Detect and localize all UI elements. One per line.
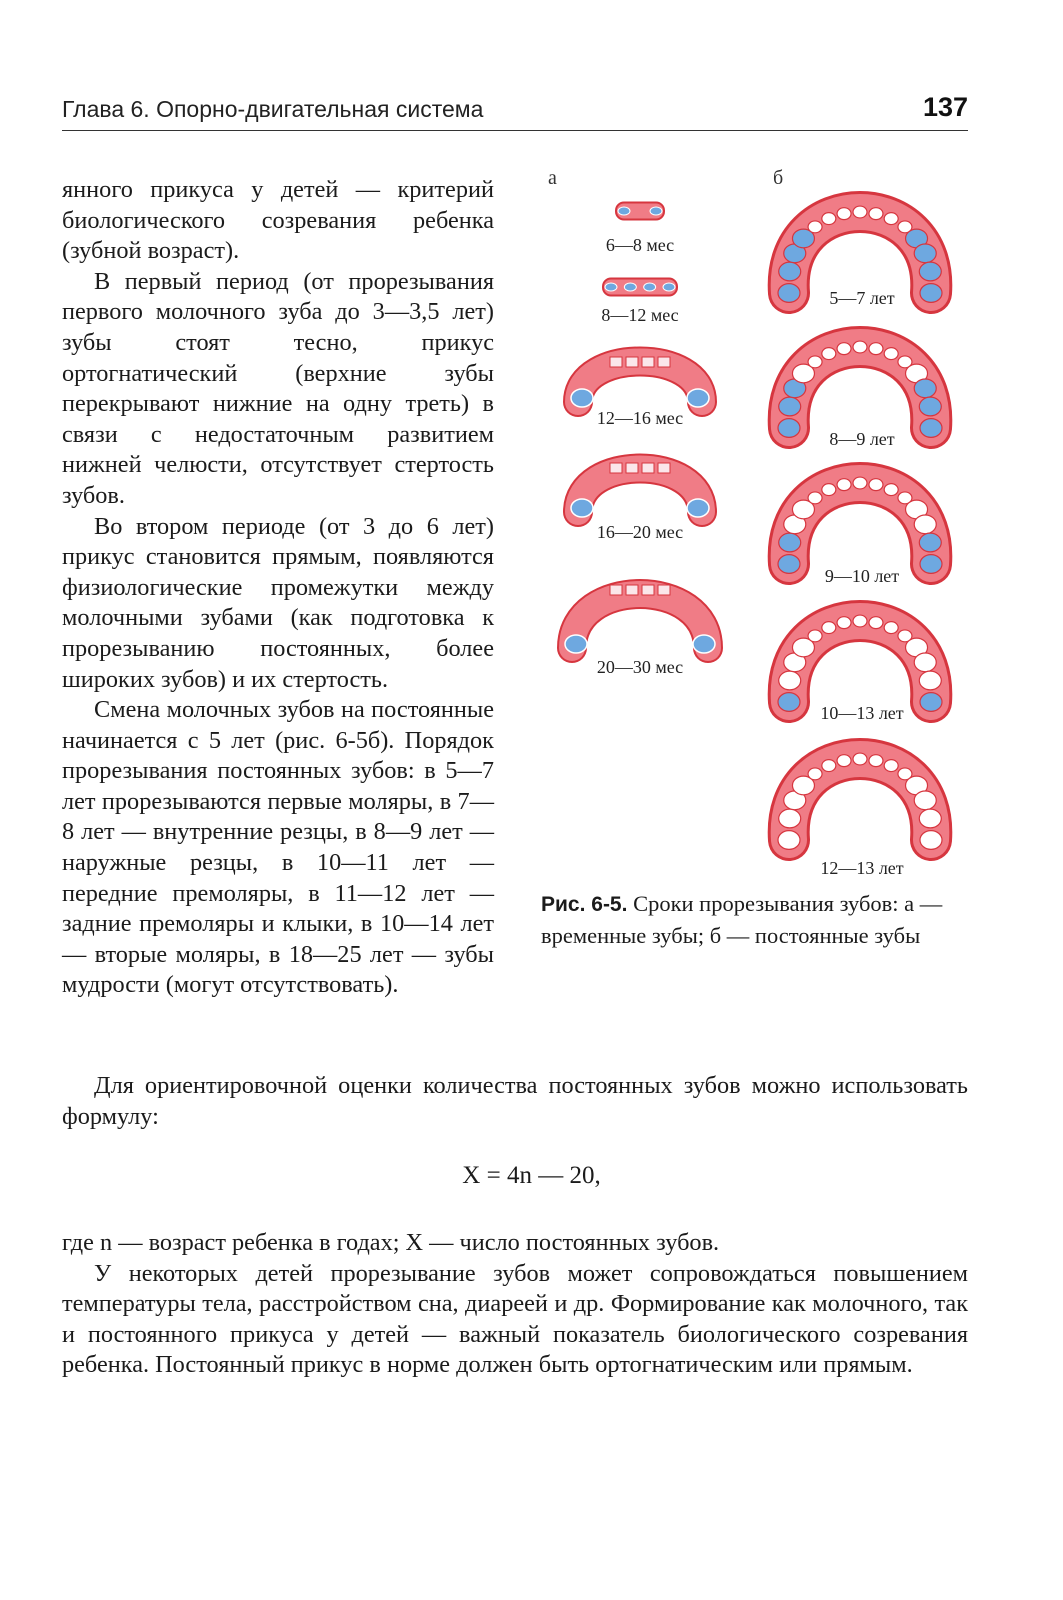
paragraph-continuation: янного прикуса у детей — критерий биологического созревания ребенка (зубной возраст). [62,176,494,265]
jaw-temp-3 [571,357,709,407]
closing-paragraph: У некоторых детей прорезывание зубов может сопровождаться повышением температуры тела, расстройством сна, диареей и др. Формирование как молочного, так и постоянного прикуса у детей — важный показатель биологического созревания ребенка. Постоянный прикус в норме должен быть ортогнатическим или прямым. [62,1259,968,1379]
jaw-label-temp-1: 6—8 мес [605,235,675,255]
formula-intro-block [62,1071,968,1132]
jaw-label-temp-5: 20—30 мес [596,657,684,677]
paragraph-second-period: Во втором периоде (от 3 до 6 лет) прикус становится прямым, появляются физиологические промежутки между молочными зубами (как подготовка к прорезыванию постоянных, более широких зубов) и их стертость. [62,512,494,693]
jaw-label-perm-3: 9—10 лет [824,566,900,586]
jaw-label-perm-5: 12—13 лет [820,858,904,878]
jaw-temp-4 [571,463,709,517]
paragraph-first-period: В первый период (от прорезывания первого молочного зуба до 3—3,5 лет) зубы стоят тесно, прикус ортогнатический (верхние зубы перекрывают нижние на одну треть) в связи с недостаточным развитием нижней челюсти, отсутствует стертость зубов. [62,267,494,509]
page-number: 137 [922,92,968,122]
jaw-perm-4 [778,615,942,711]
jaw-label-temp-2: 8—12 мес [601,305,679,325]
paragraph-tooth-change: Смена молочных зубов на постоянные начинается с 5 лет (рис. 6-5б). Порядок прорезывания постоянных зубов: в 5—7 лет прорезываются первые моляры, в 7—8 лет — внутренние резцы, в 8—9 лет — наружные резцы, в 10—11 лет — передние премоляры, в 11—12 лет — задние премоляры и клыки, в 10—14 лет — вторые моляры, в 18—25 лет — зубы мудрости (могут отсутствовать). [62,696,494,999]
figure-caption-label: Рис. 6-5. [541,893,628,916]
jaw-perm-2 [778,341,942,437]
figure-caption [541,888,966,951]
jaw-label-perm-2: 8—9 лет [829,429,895,449]
figure-label-a: а [548,167,557,189]
jaw-temp-5 [565,585,715,653]
chapter-title: Глава 6. Опорно-двигательная система [62,96,484,122]
jaw-temp-1 [616,203,664,220]
jaw-label-perm-4: 10—13 лет [820,703,904,723]
jaw-label-perm-1: 5—7 лет [829,288,895,308]
formula-legend: где n — возраст ребенка в годах; X — число постоянных зубов. [62,1229,720,1256]
jaw-temp-2 [603,279,677,296]
jaw-label-temp-4: 16—20 мес [596,522,684,542]
closing-block [62,1228,968,1381]
jaw-label-temp-3: 12—16 мес [596,408,684,428]
figure-label-b: б [773,167,784,189]
formula-intro: Для ориентировочной оценки количества постоянных зубов можно использовать формулу: [62,1072,968,1130]
jaw-perm-5 [778,753,942,849]
tooth-count-formula: X = 4n — 20, [462,1162,601,1189]
figure-caption-text: Сроки прорезывания зубов: а — временные зубы; б — постоянные зубы [541,891,943,948]
jaw-perm-3 [778,477,942,573]
